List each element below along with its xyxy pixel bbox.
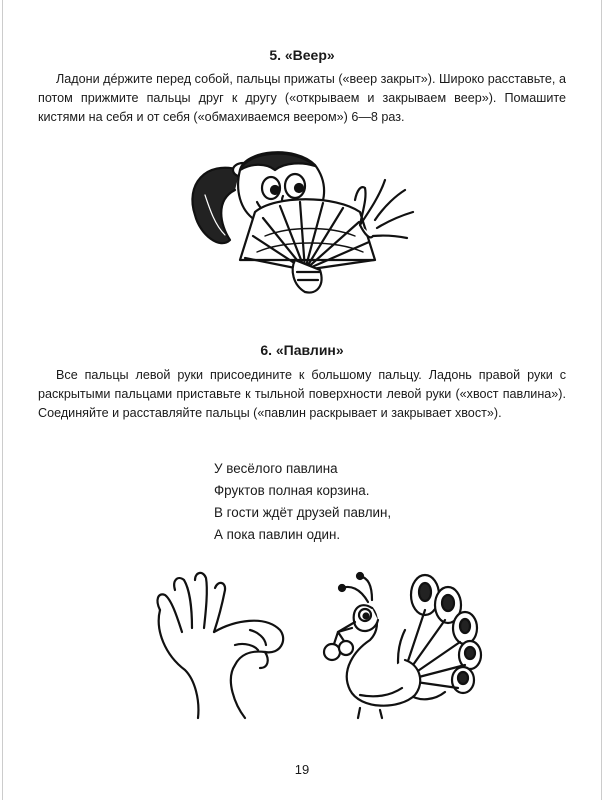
section-5-paragraph: Ладони дéржите перед собой, пальцы прижаты («веер закрыт»). Широко расставьте, а потом прижмите пальцы друг к другу («открываем и закрываем веер»). Помашите кистями на себя и от себя («обмахиваемся веером») 6—8 раз. [38,72,566,124]
poem-line: А пока павлин один. [214,527,341,542]
section-6-text [38,366,566,423]
peacock-hand-gesture-illustration [140,570,290,720]
girl-with-fan-illustration [185,140,420,300]
poem [214,458,391,546]
poem-line: В гости ждёт друзей павлин, [214,505,392,520]
poem-line: Фруктов полная корзина. [214,483,370,498]
peacock-illustration [320,570,485,720]
page-number: 19 [294,762,310,777]
section-6-paragraph: Все пальцы левой руки присоедините к большому пальцу. Ладонь правой руки с раскрытыми пальцами приставьте к тыльной поверхности левой руки («хвост павлина»). Соединяйте и расставляйте пальцы («павлин раскрывает и закрывает хвост»). [38,368,566,420]
section-6-title: 6. «Павлин» [260,342,344,358]
section-5-text [38,70,566,127]
section-5-title: 5. «Веер» [269,47,335,63]
poem-line: У весёлого павлина [214,461,338,476]
